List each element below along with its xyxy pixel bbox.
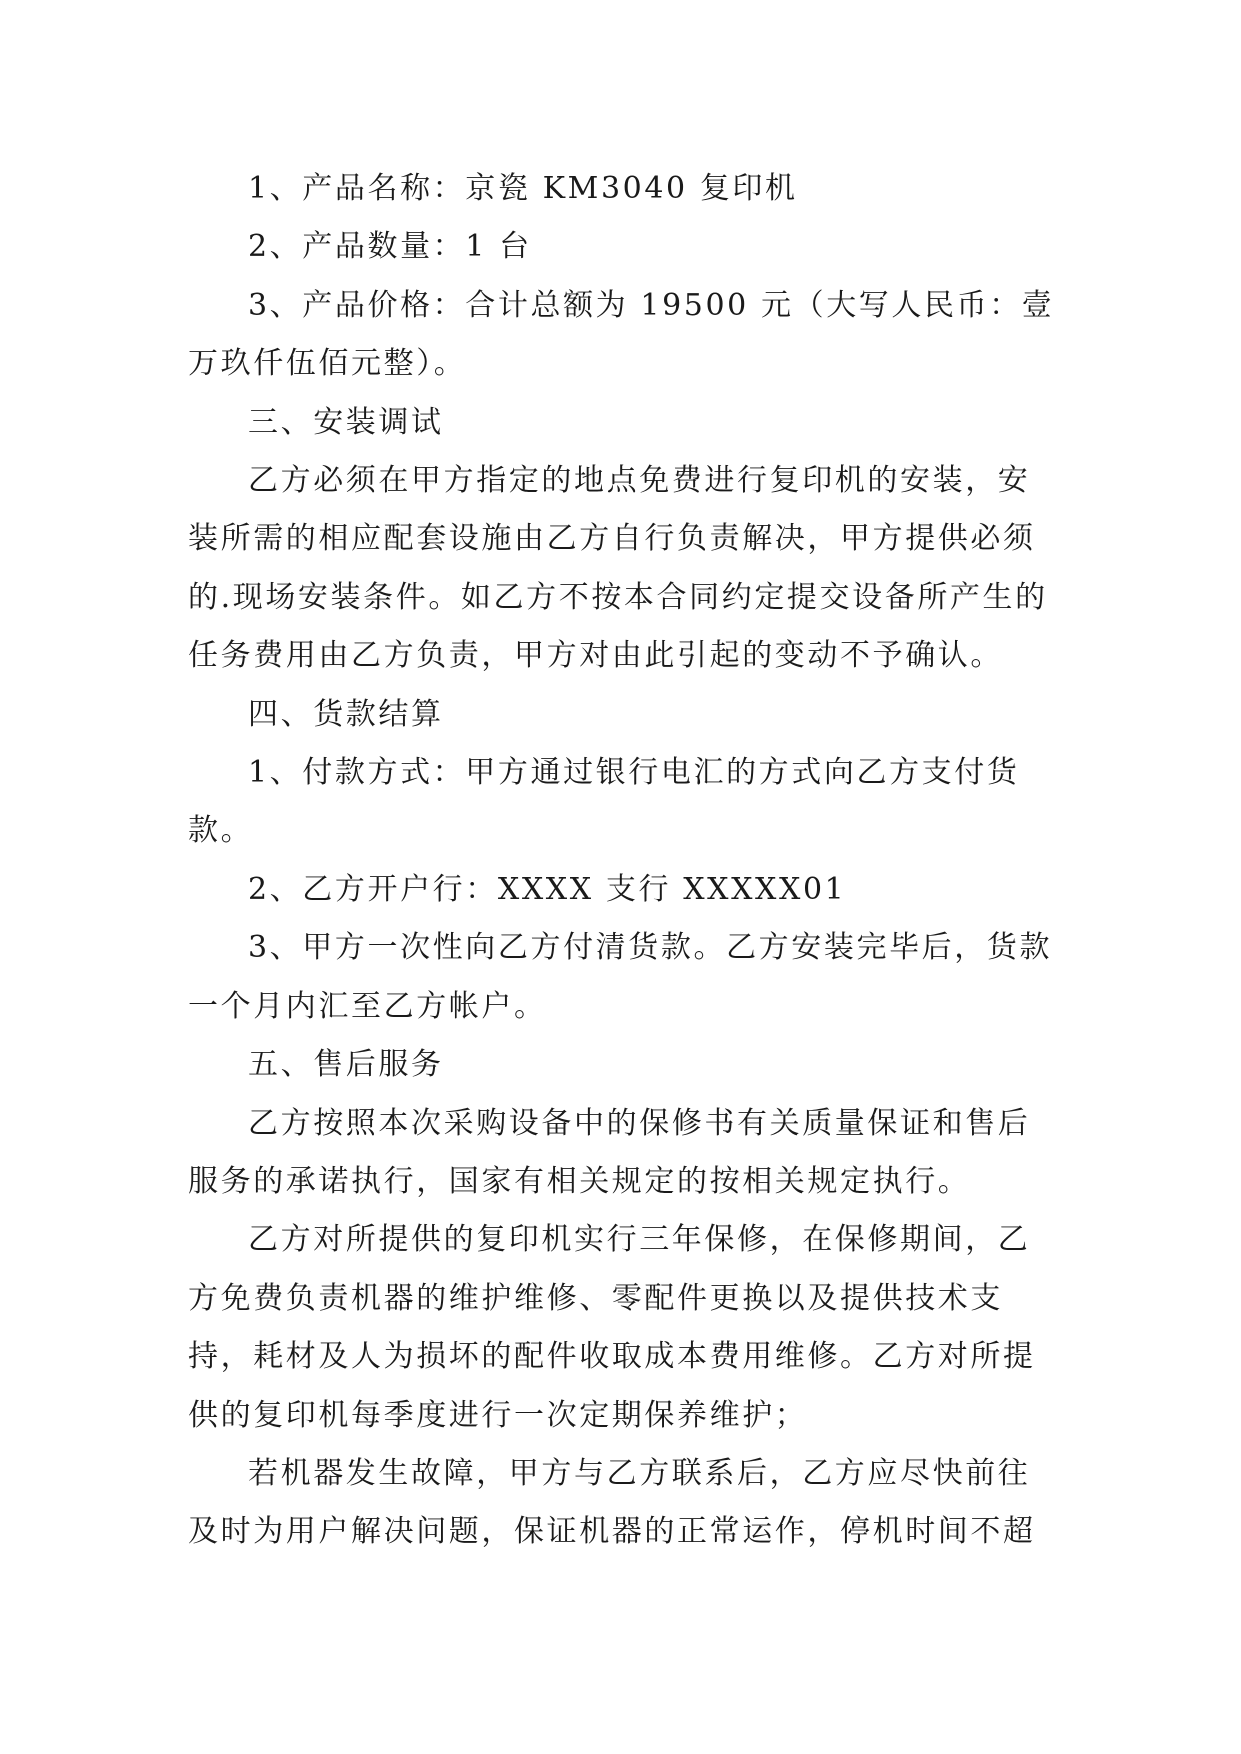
document-body xyxy=(188,160,1058,1562)
paragraph-bank-account: 2、乙方开户行：XXXX 支行 XXXXX01 xyxy=(248,871,847,907)
paragraph-product-quantity: 2、产品数量：1 台 xyxy=(248,229,532,265)
section-heading-after-sales: 五、售后服务 xyxy=(248,1047,444,1083)
paragraph-warranty-details: 乙方对所提供的复印机实行三年保修，在保修期间，乙方免费负责机器的维护维修、零配件更换以及提供技术支持，耗材及人为损坏的配件收取成本费用维修。乙方对所提供的复印机每季度进行一次定期保养维护； xyxy=(188,1222,1036,1433)
section-heading-payment: 四、货款结算 xyxy=(248,696,444,732)
paragraph-warranty-commitment: 乙方按照本次采购设备中的保修书有关质量保证和售后服务的承诺执行，国家有相关规定的按相关规定执行。 xyxy=(188,1105,1031,1199)
paragraph-product-name: 1、产品名称：京瓷 KM3040 复印机 xyxy=(248,171,798,206)
paragraph-installation: 乙方必须在甲方指定的地点免费进行复印机的安装，安装所需的相应配套设施由乙方自行负责解决，甲方提供必须的.现场安装条件。如乙方不按本合同约定提交设备所产生的任务费用由乙方负责，甲方对由此引起的变动不予确认。 xyxy=(188,463,1048,674)
paragraph-fault-handling: 若机器发生故障，甲方与乙方联系后，乙方应尽快前往及时为用户解决问题，保证机器的正常运作，停机时间不超 xyxy=(188,1455,1036,1550)
paragraph-payment-method: 1、付款方式：甲方通过银行电汇的方式向乙方支付货款。 xyxy=(188,755,1020,849)
paragraph-payment-terms: 3、甲方一次性向乙方付清货款。乙方安装完毕后，货款一个月内汇至乙方帐户。 xyxy=(188,930,1053,1024)
paragraph-product-price: 3、产品价格：合计总额为 19500 元（大写人民币：壹万玖仟伍佰元整）。 xyxy=(188,287,1055,382)
section-heading-installation: 三、安装调试 xyxy=(248,404,444,440)
